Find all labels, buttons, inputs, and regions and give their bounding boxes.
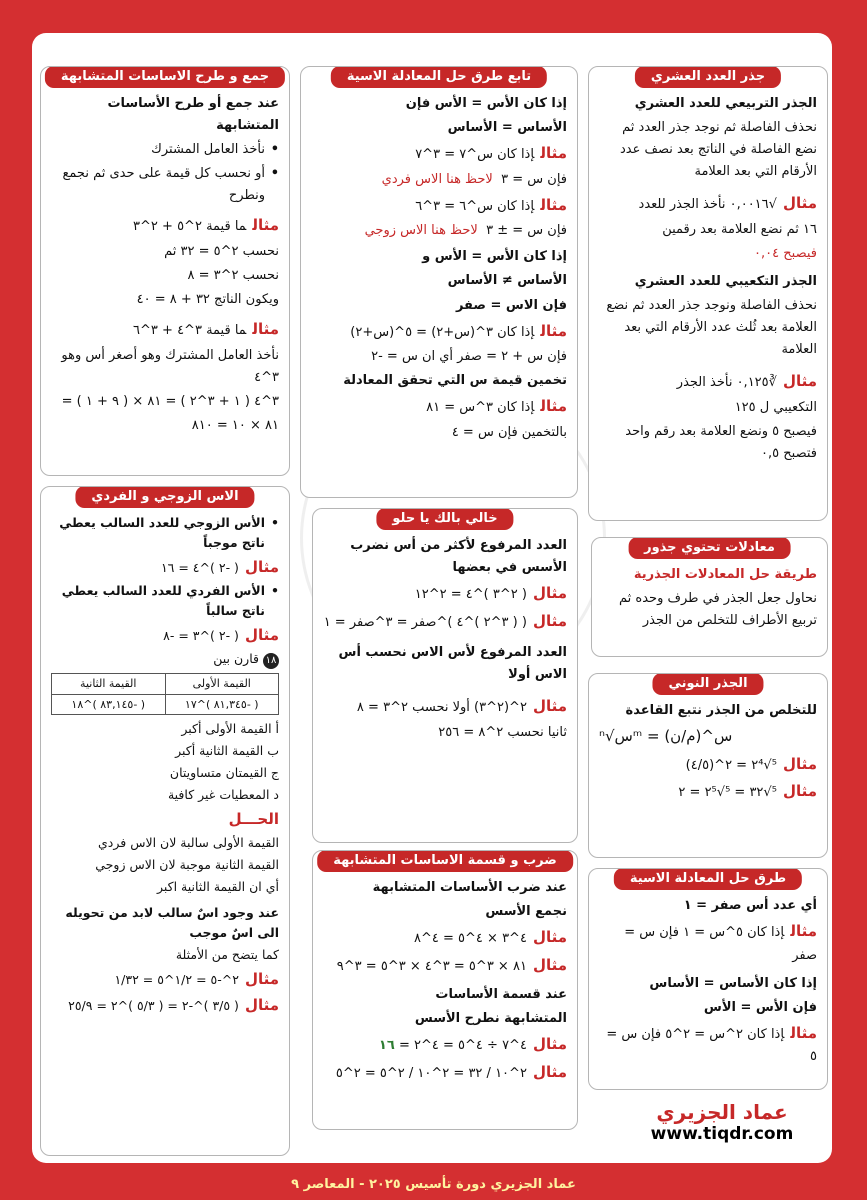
- example-text: إذا كان س^٧ = ٣^٧: [415, 147, 535, 163]
- example-label: مثال: [252, 320, 279, 339]
- careful-card: [312, 508, 578, 843]
- example-label: مثال: [540, 144, 567, 163]
- example-text: ( ٢^٣ )^٤ = ٢^١٢: [414, 587, 527, 603]
- example-label: مثال: [540, 195, 567, 214]
- example-text: ٨١ × ١٠ = ٨١٠: [191, 418, 279, 434]
- example-text: ٢^-٥ = ١/٢^٥ = ١/٣٢: [114, 972, 239, 988]
- nth-root-card: [588, 673, 828, 858]
- card-title: معادلات تحتوي جذور: [628, 537, 791, 559]
- solution-text: القيمة الثانية موجبة لان الاس زوجي: [95, 857, 279, 873]
- example-text: إذا كان ٥^س = ١ فإن س = صفر: [624, 925, 817, 963]
- example-text: ما قيمة ٢^٥ + ٢^٣: [133, 219, 247, 235]
- example-label: مثال: [532, 611, 567, 630]
- question-text: قارن بين: [213, 651, 259, 666]
- example-text: ٢^(٢^٣) أولا نحسب ٢^٣ = ٨: [356, 700, 527, 716]
- example-label: مثال: [532, 697, 567, 716]
- rule-text: عند جمع أو طرح الأساسات المتشابهة: [107, 96, 279, 134]
- example-label: مثال: [782, 194, 817, 213]
- example-text: ⁵√٣٢ = ⁵√٢⁵ = ٢: [678, 785, 777, 801]
- rule-text: عند ضرب الأساسات المتشابهة: [372, 880, 567, 895]
- add-sub-card: [40, 66, 290, 476]
- rule-text: نجمع الأسس: [485, 904, 567, 920]
- solution-text: القيمة الأولى سالبة لان الاس فردي: [98, 835, 279, 851]
- example-text: ( ( ٣^٢ )^٤ )^صفر = ٣^صفر = ١: [323, 614, 527, 630]
- example-text: فإن س = ٣: [501, 171, 567, 187]
- rule-text: للتخلص من الجذر نتبع القاعدة: [625, 703, 817, 718]
- example-label: مثال: [532, 1062, 567, 1081]
- example-text: ( ٣/٥ )^-٢ = ( ٥/٣ )^٢ = ٢٥/٩: [68, 998, 239, 1014]
- example-label: مثال: [532, 1035, 567, 1054]
- square-root-text: نحذف الفاصلة ثم نوجد جذر العدد ثم نضع الفاصلة في الناتج بعد نصف عدد الأرقام التي بعد العلامة: [620, 120, 817, 180]
- rule-text: المتشابهة نطرح الأسس: [414, 1011, 567, 1027]
- example-text: إذا كان ٣^س = ٨١: [426, 400, 535, 416]
- example-text: ما قيمة ٣^٤ + ٣^٦: [133, 323, 247, 339]
- example-text: بالتخمين فإن س = ٤: [451, 424, 567, 440]
- solution-title: الحـــل: [228, 810, 279, 829]
- card-title: خالي بالك يا حلو: [376, 508, 513, 530]
- example-label: مثال: [790, 922, 817, 941]
- example-text: ٤^٧ ÷ ٤^٥ = ٤^٢ =: [398, 1038, 527, 1054]
- rule-text: تخمين قيمة س التي تحقق المعادلة: [343, 373, 567, 389]
- example-text: ⁵√٢⁴ = ٢^(٤/٥): [685, 757, 777, 773]
- mult-div-card: [312, 850, 578, 1130]
- card-title: الجذر النوني: [652, 673, 763, 695]
- example-label: مثال: [540, 397, 567, 416]
- example-text: إذا كان ٢^س = ٢^٥ فإن س = ٥: [606, 1026, 817, 1065]
- bullet-item: • الأس الفردي للعدد السالب يعطي ناتج سالباً: [51, 581, 279, 621]
- example-text: إذا كان ٣^(س+٢) = ٥^(س+٢): [350, 324, 535, 340]
- example-label: مثال: [244, 996, 279, 1015]
- rule-text: فإن الأس = الأس: [703, 999, 817, 1015]
- option-item: ب القيمة الثانية أكبر: [175, 743, 279, 759]
- brand-name: عماد الجزيري: [656, 1100, 788, 1124]
- card-title: جمع و طرح الاساسات المتشابهة: [45, 66, 285, 88]
- root-equations-card: [591, 537, 828, 657]
- card-subtitle: طريقة حل المعادلات الجذرية: [633, 567, 817, 582]
- example-text: ٨١ × ٣^٥ = ٣^٤ × ٣^٥ = ٣^٩: [336, 958, 527, 974]
- rule-text: إذا كان الأساس = الأساس: [649, 975, 817, 991]
- option-item: د المعطيات غير كافية: [167, 787, 279, 803]
- rule-text: الأساس = الأساس: [447, 120, 567, 136]
- card-title: جذر العدد العشري: [635, 66, 781, 88]
- rule-text: عند وجود اسٌ سالب لابد من تحويله الى اسٌ موجب: [65, 905, 279, 941]
- example-text: نأخذ العامل المشترك وهو أصغر أس وهو ٣^٤: [61, 347, 279, 385]
- example-result: ١٦: [378, 1038, 395, 1054]
- example-text: ( -٢ )^٤ = ١٦: [160, 560, 239, 575]
- example-label: مثال: [782, 372, 817, 391]
- cube-root-title: الجذر التكعيبي للعدد العشري: [634, 274, 817, 290]
- example-label: مثال: [532, 955, 567, 974]
- even-odd-card: [40, 486, 290, 1156]
- table-header: القيمة الأولى: [165, 674, 279, 695]
- example-label: مثال: [252, 216, 279, 235]
- brand-block: [622, 1100, 822, 1144]
- formula: ⁿ√سᵐ = س^(م/ن): [599, 727, 733, 746]
- example-text: ( -٢ )^٣ = -٨: [163, 628, 239, 643]
- example-text: ∛٠,١٢٥ نأخذ الجذر: [676, 375, 777, 391]
- example-text: إذا كان س^٦ = ٣^٦: [415, 198, 535, 214]
- card-title: الاس الزوجي و الفردي: [75, 486, 254, 508]
- example-text: ويكون الناتج ٣٢ + ٨ = ٤٠: [136, 292, 279, 308]
- example-label: مثال: [244, 558, 279, 576]
- cube-root-text: نحذف الفاصلة ونوجد جذر العدد ثم نضع العلامة بعد ثُلث عدد الأرقام التي بعد العلامة: [606, 298, 817, 358]
- example-label: مثال: [790, 1023, 817, 1042]
- example-text: فيصبح ٥ ونضع العلامة بعد رقم واحد فتصبح ٠,٥: [625, 424, 817, 462]
- rule-text: عند قسمة الأساسات: [435, 987, 567, 1003]
- example-text: فإن س + ٢ = صفر أي ان س = -٢: [371, 349, 567, 365]
- exp-cont-card: [300, 66, 578, 498]
- square-root-title: الجذر التربيعي للعدد العشري: [634, 96, 817, 111]
- card-title: ضرب و قسمة الاساسات المتشابهة: [317, 850, 573, 872]
- card-title: تابع طرق حل المعادلة الاسية: [331, 66, 547, 88]
- example-text: التكعيبي ل ١٢٥: [734, 399, 817, 415]
- example-text: نحسب ٢^٥ = ٣٢ ثم: [164, 243, 279, 259]
- example-label: مثال: [244, 626, 279, 644]
- example-label: مثال: [532, 584, 567, 603]
- bullet-item: • أو نحسب كل قيمة على حدى ثم نجمع ونطرح: [51, 163, 279, 207]
- example-label: مثال: [244, 970, 279, 989]
- note-text: لاحظ هنا الاس فردي: [381, 171, 493, 187]
- table-cell: ( -٨٣,١٤٥ )^١٨: [52, 694, 166, 715]
- rule-text: فإن الاس = صفر: [455, 297, 567, 313]
- note-text: لاحظ هنا الاس زوجي: [364, 223, 478, 239]
- compare-table: [51, 673, 279, 715]
- example-result: فيصبح ٠,٠٤: [754, 245, 817, 261]
- card-title: طرق حل المعادلة الاسية: [614, 868, 802, 890]
- solution-text: أي ان القيمة الثانية اكبر: [156, 879, 279, 895]
- example-text: √٠,٠٠١٦ نأخذ الجذر للعدد: [638, 197, 777, 213]
- example-label: مثال: [782, 782, 817, 801]
- example-text: ٢^١٠ / ٣٢ = ٢^١٠ / ٢^٥ = ٢^٥: [335, 1065, 527, 1081]
- bullet-item: • الأس الزوجي للعدد السالب يعطي ناتج موجباً: [51, 513, 279, 553]
- decimal-root-card: [588, 66, 828, 521]
- exp-methods-card: [588, 868, 828, 1090]
- card-text: نحاول جعل الجذر في طرف وحده ثم تربيع الأطراف للتخلص من الجذر: [619, 591, 817, 629]
- brand-url[interactable]: www.tiqdr.com: [650, 1124, 794, 1144]
- example-text: ثانيا نحسب ٢^٨ = ٢٥٦: [438, 724, 567, 740]
- rule-text: الأساس ≠ الأساس: [447, 273, 567, 289]
- option-item: أ القيمة الأولى أكبر: [181, 721, 279, 737]
- bullet-item: • نأخذ العامل المشترك: [51, 139, 279, 161]
- example-text: ٣^٤ ( ١ + ٣^٢ ) = ٨١ × ( ٩ + ١ ) =: [61, 393, 279, 409]
- rule-text: أي عدد أس صفر = ١: [683, 898, 817, 913]
- table-header: القيمة الثانية: [52, 674, 166, 695]
- rule-text: العدد المرفوع لأس الاس نحسب أس الاس أولا: [338, 645, 567, 683]
- example-label: مثال: [532, 928, 567, 947]
- page-footer: عماد الجزيري دورة تأسيس ٢٠٢٥ - المعاصر ٩: [291, 1177, 576, 1192]
- example-text: ٤^٣ × ٤^٥ = ٤^٨: [413, 931, 527, 947]
- option-item: ج القيمتان متساويتان: [169, 765, 279, 781]
- rule-text: كما يتضح من الأمثلة: [175, 947, 279, 963]
- rule-text: العدد المرفوع لأكثر من أس نضرب الأسس في بعضها: [350, 538, 567, 576]
- example-text: فإن س = ± ٣: [486, 223, 567, 239]
- example-text: نحسب ٢^٣ = ٨: [187, 268, 279, 284]
- rule-text: إذا كان الأس = الأس و: [422, 249, 567, 265]
- question-number: ١٨: [263, 653, 279, 669]
- table-cell: ( -٨١,٣٤٥ )^١٧: [165, 694, 279, 715]
- rule-text: إذا كان الأس = الأس فإن: [405, 96, 567, 111]
- example-text: ١٦ ثم نضع العلامة بعد رقمين: [662, 221, 817, 237]
- example-label: مثال: [540, 321, 567, 340]
- example-label: مثال: [782, 754, 817, 773]
